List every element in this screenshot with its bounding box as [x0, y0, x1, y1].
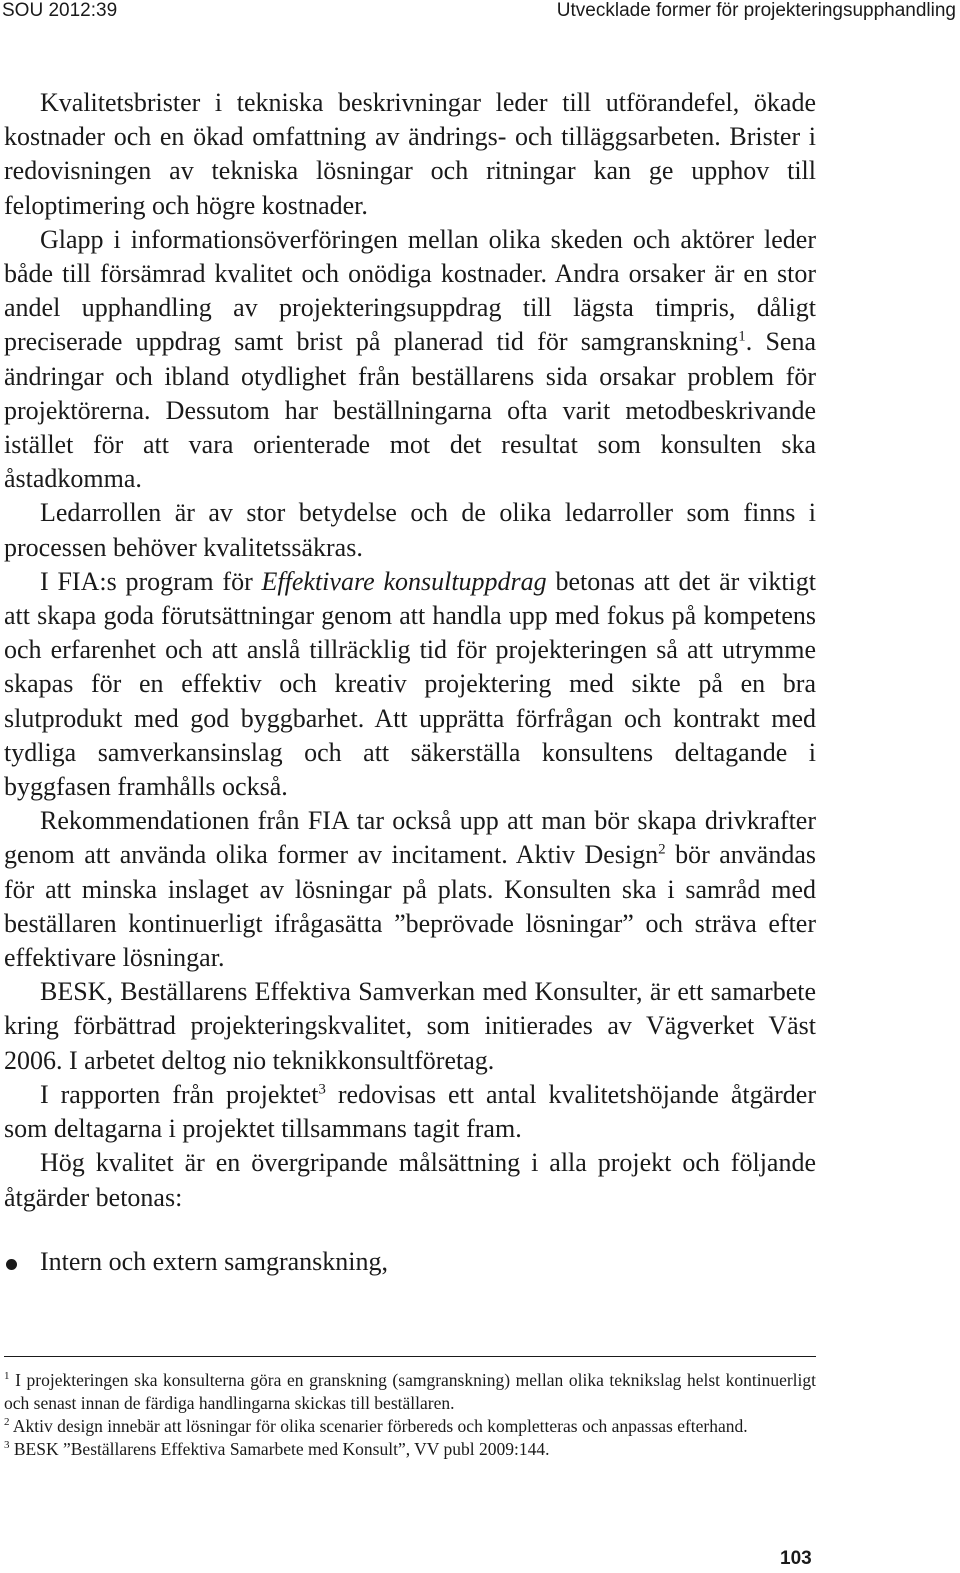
bullet-list: [4, 1245, 816, 1279]
list-item: Intern och extern samgranskning,: [4, 1245, 816, 1279]
paragraph: Rekommendationen från FIA tar också upp att man bör skapa drivkrafter genom att använda olika former av incitament. Aktiv Design$^2$ bör användas för att minska inslaget av lösningar på plats. Konsulten ska i samråd med beställaren kontinuerligt ifrågasätta ”beprövade lösningar” och sträva efter effektivare lösningar.: [4, 806, 816, 973]
footnote-ref: 1: [738, 328, 746, 345]
running-header: [0, 0, 960, 24]
paragraph: I rapporten från projektet$^3$ redovisas ett antal kvalitetshöjande åtgärder som deltagarna i projektet tillsammans tagit fram.: [4, 1079, 816, 1144]
body-text: [4, 86, 816, 1279]
footnote-ref: 2: [658, 841, 666, 858]
footnote: $^1$ I projekteringen ska konsulterna göra en granskning (samgranskning) mellan olika teknikslag helst kontinuerligt och senast innan de färdiga handlingarna skickas till beställaren.: [4, 1370, 816, 1413]
footnote-ref: 3: [318, 1081, 326, 1098]
header-title: Utvecklade former för projekteringsupphandling: [556, 0, 956, 21]
bullet-icon: [6, 1259, 17, 1270]
footnote: $^2$ Aktiv design innebär att lösningar för olika scenarier förbereds och kompletteras och anpassas efterhand.: [4, 1416, 748, 1436]
footnotes: [4, 1356, 816, 1461]
program-title: Effektivare konsultuppdrag: [261, 566, 547, 596]
paragraph: I FIA:s program för Effektivare konsultuppdrag betonas att det är viktigt att skapa goda förutsättningar genom att handla upp med fokus på kompetens och erfarenhet och att anslå tillräcklig tid för projekteringen så att utrymme skapas för en effektiv och kreativ projektering med sikte på en bra slutprodukt med god byggbarhet. Att upprätta förfrågan och kontrakt med tydliga samverkansinslag och att säkerställa konsultens deltagande i byggfasen framhålls också.: [4, 566, 816, 802]
paragraph: Glapp i informationsöverföringen mellan olika skeden och aktörer leder både till försämrad kvalitet och onödiga kostnader. Andra orsaker är en stor andel upphandling av projekteringsuppdrag till lägsta timpris, dåligt preciserade uppdrag samt brist på planerad tid för samgranskning$^1$. Sena ändringar och ibland otydlighet från beställarens sida orsakar problem för projektörerna. Dessutom har beställningarna ofta varit metodbeskrivande istället för att vara orienterade mot det resultat som konsulten ska åstadkomma.: [4, 224, 816, 494]
page-number: 103: [780, 1548, 812, 1569]
footnote: $^3$ BESK ”Beställarens Effektiva Samarbete med Konsult”, VV publ 2009:144.: [4, 1439, 550, 1459]
paragraph: Hög kvalitet är en övergripande målsättning i alla projekt och följande åtgärder betonas:: [4, 1148, 816, 1212]
paragraph: Ledarrollen är av stor betydelse och de olika ledarroller som finns i processen behöver kvalitetssäkras.: [4, 498, 816, 562]
header-document-id: SOU 2012:39: [2, 0, 118, 21]
paragraph: Kvalitetsbrister i tekniska beskrivningar leder till utförandefel, ökade kostnader och en ökad omfattning av ändrings- och tilläggsarbeten. Brister i redovisningen av tekniska lösningar och ritningar kan ge upphov till feloptimering och högre kostnader.: [4, 88, 816, 220]
paragraph: BESK, Beställarens Effektiva Samverkan med Konsulter, är ett samarbete kring förbättrad projekteringskvalitet, som initierades av Vägverket Väst 2006. I arbetet deltog nio teknikkonsultföretag.: [4, 977, 816, 1075]
